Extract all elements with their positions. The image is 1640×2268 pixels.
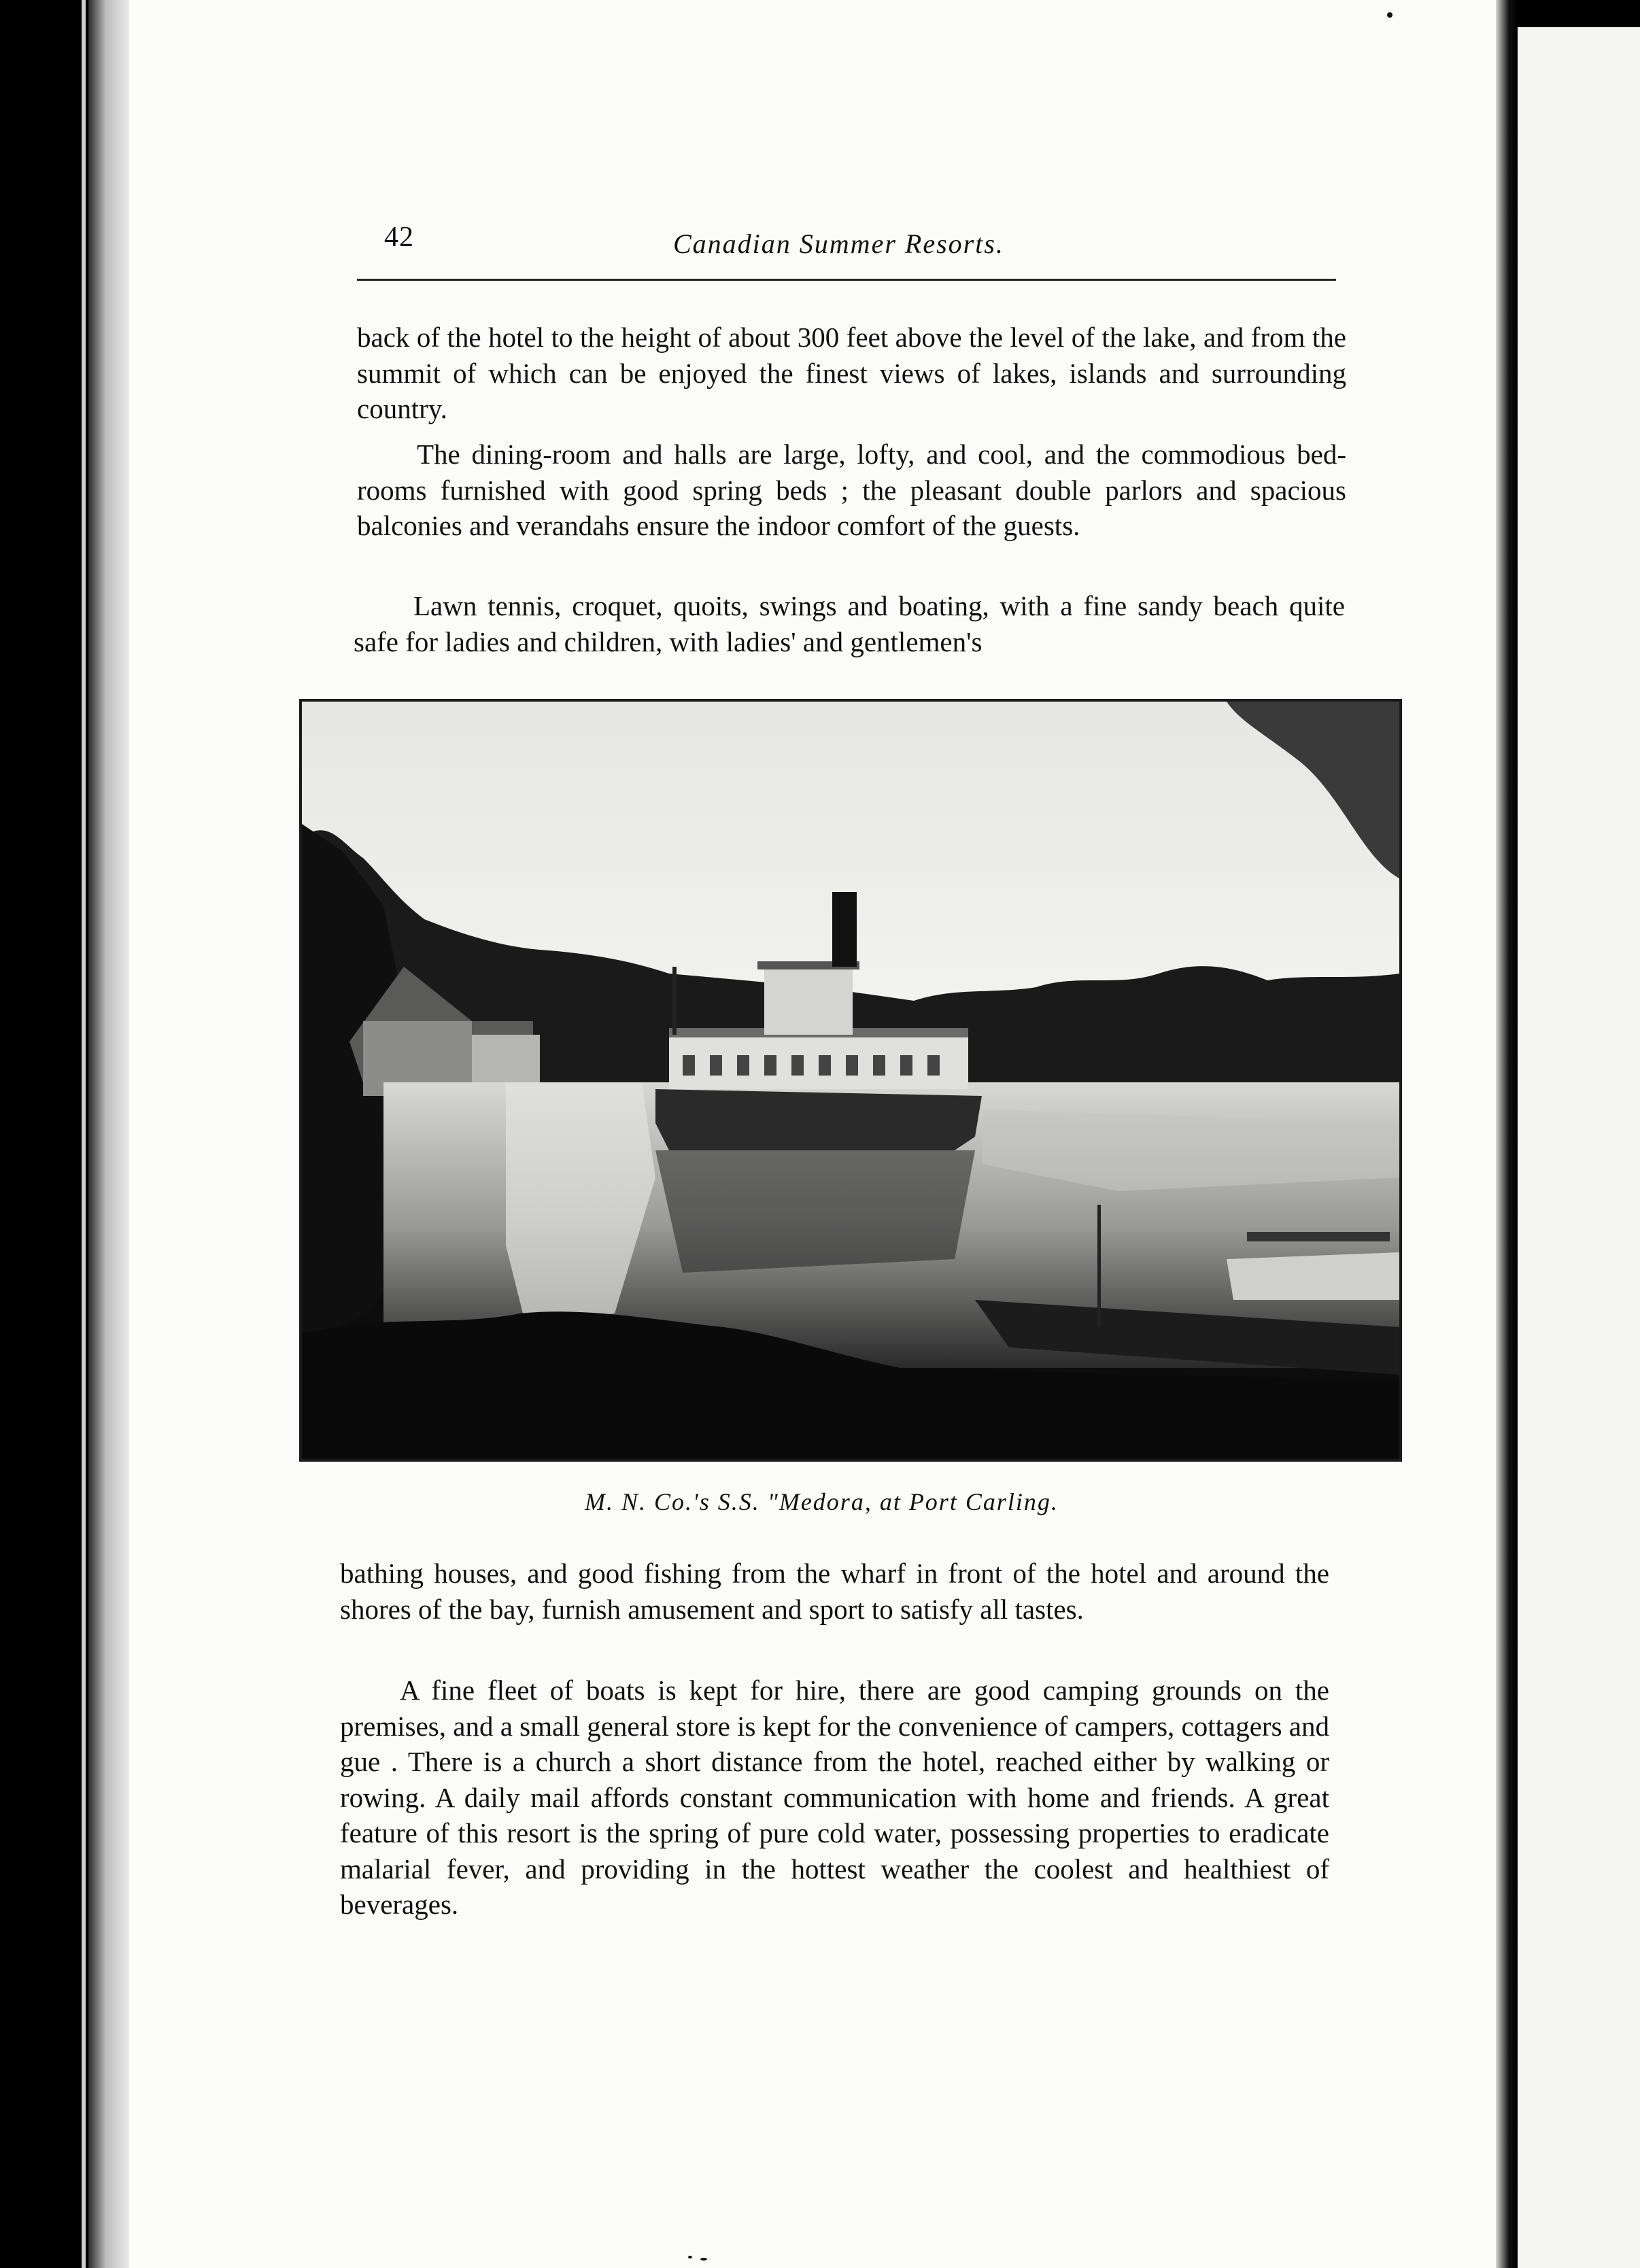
header-rule — [357, 279, 1336, 281]
launch-roof — [1247, 1232, 1390, 1241]
paragraph-continued: back of the hotel to the height of about 300 feet above the level of the lake, and from the summit of which can be enjoyed the finest views of lakes, islands and surrounding country. — [357, 322, 1346, 424]
scan-speck — [700, 2258, 707, 2261]
paragraph-continued: bathing houses, and good fishing from the wharf in front of the hotel and around the shores of the bay, furnish amusement and sport to satisfy all tastes. — [340, 1558, 1329, 1625]
steamship-smokestack — [832, 892, 857, 967]
scan-speck — [1387, 12, 1393, 18]
steamship-reflection — [655, 1150, 975, 1273]
scan-speck — [688, 2256, 692, 2258]
page-edge — [82, 0, 86, 2268]
paragraph: A fine fleet of boats is kept for hire, there are good camping grounds on the premises, and a small general store is kept for the convenience of campers, cottagers and gue . There is a church a short distance from the hotel, reached either by walking or rowing. A daily mail affords constant communication with home and friends. A great feature of this resort is the spring of pure cold water, possessing properties to eradicate malarial fever, and providing in the hottest weather the coolest and healthiest of beverages. — [340, 1674, 1329, 1920]
binding-shadow — [88, 0, 132, 2268]
running-title: Canadian Summer Resorts. — [673, 228, 1004, 259]
facing-page-edge — [1518, 27, 1640, 2268]
paragraph: The dining-room and halls are large, lofty, and cool, and the commodious bed-rooms furnished with good spring beds ; the pleasant double parlors and spacious balconies and verandahs ensure the indoor comfort of the guests. — [357, 439, 1346, 541]
steamship-mast — [672, 967, 677, 1035]
steamship-hull — [655, 1089, 982, 1150]
steamship-pilothouse — [764, 967, 853, 1035]
steamship-photograph — [299, 699, 1402, 1462]
figure-caption: M. N. Co.'s S.S. "Medora, at Port Carling. — [585, 1488, 1059, 1515]
gutter-shadow — [1496, 0, 1518, 2268]
boathouse-annex — [472, 1035, 540, 1089]
page-number: 42 — [384, 222, 414, 253]
running-head — [384, 221, 1329, 269]
paragraph: Lawn tennis, croquet, quoits, swings and boating, with a fine sandy beach quite safe for ladies and children, with ladies' and gentlemen's — [354, 590, 1345, 657]
flag-pole — [1097, 1205, 1101, 1327]
steamship-photo-illustration — [302, 702, 1399, 1459]
launch-canopy — [1227, 1252, 1399, 1300]
